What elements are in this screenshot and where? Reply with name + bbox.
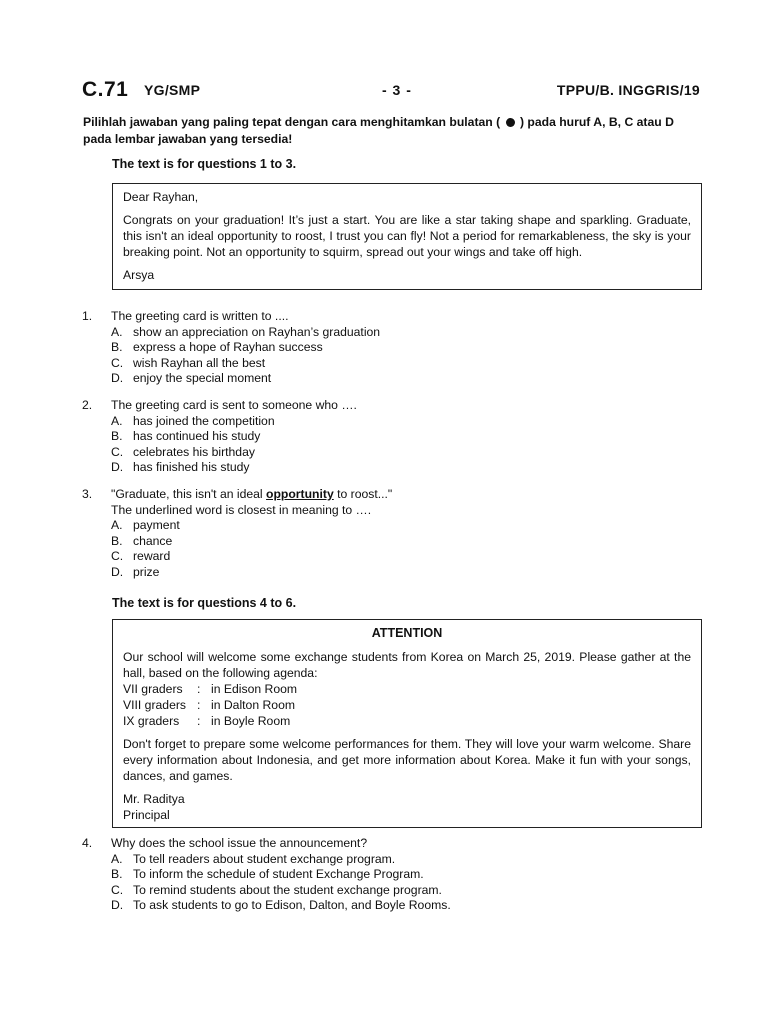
exam-level: YG/SMP <box>144 82 201 98</box>
option-text: prize <box>133 564 160 579</box>
option-text: enjoy the special moment <box>133 371 272 386</box>
question-stem <box>111 487 392 503</box>
option-text: has finished his study <box>133 460 250 475</box>
question-2 <box>82 398 357 476</box>
announcement-body: Don't forget to prepare some welcome performances for them. They will love your warm welcome. Share every information about Indonesia, and get more information about Korea. Make it fun with your songs, dances, and games. <box>123 737 691 783</box>
option-letter: B. <box>111 340 123 355</box>
option-letter: A. <box>111 851 123 866</box>
card-body: Congrats on your graduation! It’s just a start. You are like a star taking shape and sparkling. Graduate, this isn't an ideal opportunity to roost, I trust you can fly! Not a period for remarkableness, the sky is your breaking point. Not an opportunity to squirm, spread out your wings and take off high. <box>123 213 691 259</box>
signer-title: Principal <box>123 808 170 822</box>
option-text: wish Rayhan all the best <box>133 355 266 370</box>
section-title-2: The text is for questions 4 to 6. <box>112 596 297 610</box>
option-text: has joined the competition <box>133 413 275 428</box>
agenda-colon: : <box>197 714 201 728</box>
option-letter: B. <box>111 867 123 882</box>
filled-bubble-icon <box>506 118 515 127</box>
option-letter: C. <box>111 444 124 459</box>
announcement-box <box>112 619 702 828</box>
agenda-grade: VII graders <box>123 682 183 696</box>
agenda-row <box>123 713 691 729</box>
option-letter: B. <box>111 429 123 444</box>
option-text: To remind students about the student exchange program. <box>133 882 442 897</box>
option-d <box>82 565 392 581</box>
option-letter: C. <box>111 355 124 370</box>
instruction-text-end: ) pada huruf A, B, C atau D pada lembar jawaban yang tersedia! <box>83 115 674 146</box>
option-c <box>82 445 357 461</box>
option-letter: D. <box>111 898 124 913</box>
question-number: 3. <box>82 487 93 501</box>
question-stem: The greeting card is sent to someone who …. <box>111 398 357 412</box>
question-stem: Why does the school issue the announcement? <box>111 836 368 850</box>
agenda-room: in Boyle Room <box>211 714 291 728</box>
signer-name: Mr. Raditya <box>123 792 185 806</box>
option-d <box>82 460 357 476</box>
agenda-room: in Edison Room <box>211 682 298 696</box>
question-4 <box>82 836 451 914</box>
page-header <box>82 78 700 102</box>
card-greeting: Dear Rayhan, <box>123 190 199 204</box>
option-b <box>82 429 357 445</box>
question-stem-line-2: The underlined word is closest in meaning to …. <box>111 502 372 517</box>
option-a <box>82 518 392 534</box>
exam-code: C.71 <box>82 78 129 101</box>
agenda-room: in Dalton Room <box>211 698 295 712</box>
option-text: has continued his study <box>133 429 261 444</box>
question-number: 2. <box>82 398 93 412</box>
option-b <box>82 534 392 550</box>
option-text: reward <box>133 549 171 564</box>
agenda-row <box>123 697 691 713</box>
option-letter: D. <box>111 460 124 475</box>
section-title-1: The text is for questions 1 to 3. <box>112 157 297 171</box>
option-letter: A. <box>111 413 123 428</box>
card-signature: Arsya <box>123 268 155 282</box>
option-text: show an appreciation on Rayhan’s graduation <box>133 324 381 339</box>
agenda-grade: VIII graders <box>123 698 186 712</box>
underlined-word: opportunity <box>266 487 334 501</box>
question-stem: The greeting card is written to .... <box>111 309 289 323</box>
announcement-heading: ATTENTION <box>371 626 443 640</box>
agenda-row <box>123 681 691 697</box>
option-letter: A. <box>111 518 123 533</box>
question-number: 4. <box>82 836 93 850</box>
option-text: To tell readers about student exchange program. <box>133 851 396 866</box>
option-c <box>82 883 451 899</box>
stem-after: to roost..." <box>333 487 393 501</box>
page-number: - 3 - <box>382 82 412 98</box>
agenda-colon: : <box>197 682 201 696</box>
option-b <box>82 340 380 356</box>
option-b <box>82 867 451 883</box>
announcement-intro: Our school will welcome some exchange students from Korea on March 25, 2019. Please gather at the hall, based on the following agenda: <box>123 650 691 680</box>
option-d <box>82 371 380 387</box>
option-c <box>82 356 380 372</box>
question-number: 1. <box>82 309 93 323</box>
option-text: To inform the schedule of student Exchange Program. <box>133 867 424 882</box>
option-text: To ask students to go to Edison, Dalton, and Boyle Rooms. <box>133 898 451 913</box>
exam-subject: TPPU/B. INGGRIS/19 <box>556 82 700 98</box>
option-letter: C. <box>111 882 124 897</box>
option-a <box>82 852 451 868</box>
option-d <box>82 898 451 914</box>
question-3 <box>82 487 392 581</box>
instruction-text-start: Pilihlah jawaban yang paling tepat dengan cara menghitamkan bulatan ( <box>83 115 501 129</box>
option-letter: C. <box>111 549 124 564</box>
option-letter: D. <box>111 371 124 386</box>
option-a <box>82 325 380 341</box>
option-text: express a hope of Rayhan success <box>133 340 323 355</box>
option-c <box>82 549 392 565</box>
option-text: chance <box>133 533 173 548</box>
option-letter: D. <box>111 564 124 579</box>
option-letter: A. <box>111 324 123 339</box>
stem-before: "Graduate, this isn't an ideal <box>111 487 267 501</box>
option-letter: B. <box>111 533 123 548</box>
option-a <box>82 414 357 430</box>
question-1 <box>82 309 380 387</box>
option-text: celebrates his birthday <box>133 444 255 459</box>
greeting-card-box <box>112 183 702 290</box>
instruction <box>83 114 705 148</box>
option-text: payment <box>133 518 180 533</box>
agenda-grade: IX graders <box>123 714 180 728</box>
agenda-colon: : <box>197 698 201 712</box>
